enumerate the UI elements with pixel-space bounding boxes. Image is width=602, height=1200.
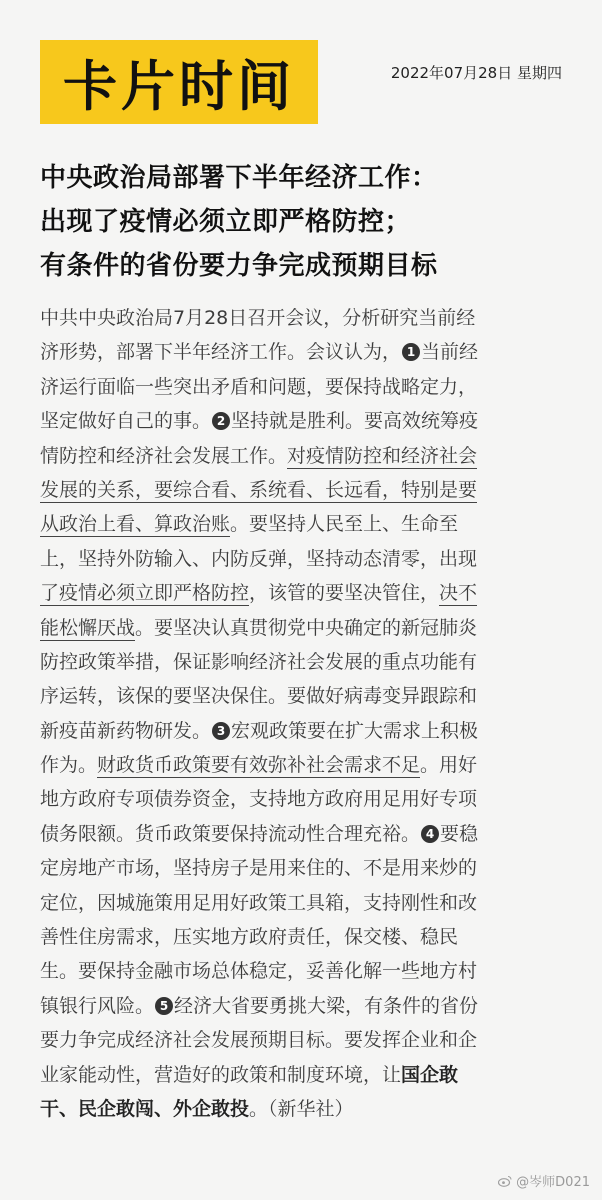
body-line: [40, 851, 566, 885]
number-5-icon: 5: [155, 997, 173, 1015]
underlined-text: 能松懈厌战: [40, 616, 136, 639]
watermark: [498, 1171, 590, 1190]
body-line: [40, 1023, 566, 1057]
text: 业家能动性，营造好的政策和制度环境，让: [40, 1063, 402, 1086]
underlined-text: 发展的关系，要综合看、系统看、长远看，特别是要: [40, 478, 478, 501]
body-line: [40, 714, 566, 748]
text: 生。要保持金融市场总体稳定，妥善化解一些地方村: [40, 960, 478, 983]
body-line: [40, 473, 566, 507]
body-line: [40, 301, 566, 335]
body-line: [40, 954, 566, 988]
number-4-icon: 4: [421, 825, 439, 843]
body-line: [40, 576, 566, 610]
text: 防控政策举措，保证影响经济社会发展的重点功能有: [40, 650, 478, 673]
text: 情防控和经济社会发展工作。: [40, 444, 288, 467]
bold-text: 国企敢: [401, 1063, 459, 1086]
badge-text: 卡片时间: [63, 54, 295, 118]
text: ，该管的要坚决管住，: [249, 582, 440, 605]
text: 坚持就是胜利。要高效统筹疫: [231, 410, 479, 433]
text: 中共中央政治局7月28日召开会议，分析研究当前经: [40, 307, 476, 329]
headline-line-1: 中央政治局部署下半年经济工作：: [40, 163, 438, 193]
body-line: [40, 335, 566, 369]
text: 。用好: [420, 754, 478, 777]
text: 当前经: [421, 341, 479, 364]
text: 。（新华社）: [249, 1097, 354, 1120]
text: 上，坚持外防输入、内防反弹，坚持动态清零，出现: [40, 547, 478, 570]
text: 作为。: [40, 754, 98, 777]
body-line: [40, 748, 566, 782]
number-3-icon: 3: [212, 722, 230, 740]
text: 。要坚决认真贯彻党中央确定的新冠肺炎: [135, 616, 478, 639]
bold-text: 干、民企敢闯、外企敢投: [40, 1097, 250, 1120]
underlined-text: 财政货币政策要有效弥补社会需求不足: [97, 754, 421, 777]
text: 新疫苗新药物研发。: [40, 719, 212, 742]
body-line: [40, 782, 566, 816]
body-line: [40, 886, 566, 920]
number-1-icon: 1: [402, 343, 420, 361]
underlined-text: 从政治上看、算政治账: [40, 513, 231, 536]
body-line: [40, 817, 566, 851]
text: 。要坚持人民至上、生命至: [230, 513, 459, 536]
text: 序运转，该保的要坚决保住。要做好病毒变异跟踪和: [40, 685, 478, 708]
body-line: [40, 507, 566, 541]
article-body: [40, 301, 566, 1126]
text: 债务限额。货币政策要保持流动性合理充裕。: [40, 822, 421, 845]
body-line: [40, 920, 566, 954]
weibo-icon: [498, 1175, 512, 1187]
headline: [40, 156, 570, 288]
headline-line-3: 有条件的省份要力争完成预期目标: [40, 251, 438, 281]
card-time-badge: [40, 40, 318, 124]
headline-line-2: 出现了疫情必须立即严格防控；: [40, 207, 412, 237]
text: 定房地产市场，坚持房子是用来住的、不是用来炒的: [40, 857, 478, 880]
text: 定位，因城施策用足用好政策工具箱，支持刚性和改: [40, 891, 478, 914]
body-line: [40, 989, 566, 1023]
number-2-icon: 2: [212, 412, 230, 430]
header: [0, 0, 602, 140]
body-line: [40, 404, 566, 438]
publish-date: 2022年07月28日 星期四: [390, 64, 562, 82]
text: 要稳: [440, 822, 479, 845]
body-line: [40, 1092, 566, 1126]
body-line: [40, 645, 566, 679]
text: 镇银行风险。: [40, 994, 155, 1017]
text: 善性住房需求，压实地方政府责任，保交楼、稳民: [40, 926, 459, 949]
body-line: [40, 679, 566, 713]
text: 济运行面临一些突出矛盾和问题，要保持战略定力，: [40, 375, 478, 398]
body-line: [40, 1058, 566, 1092]
watermark-text: @岑师D021: [516, 1175, 590, 1190]
underlined-text: 了疫情必须立即严格防控: [40, 582, 250, 605]
body-line: [40, 439, 566, 473]
text: 坚定做好自己的事。: [40, 410, 212, 433]
text: 要力争完成经济社会发展预期目标。要发挥企业和企: [40, 1029, 478, 1052]
underlined-text: 对疫情防控和经济社会: [287, 444, 478, 467]
body-line: [40, 542, 566, 576]
body-line: [40, 611, 566, 645]
text: 经济大省要勇挑大梁，有条件的省份: [174, 994, 479, 1017]
text: 地方政府专项债券资金，支持地方政府用足用好专项: [40, 788, 478, 811]
text: 济形势，部署下半年经济工作。会议认为，: [40, 341, 402, 364]
text: 宏观政策要在扩大需求上积极: [231, 719, 479, 742]
underlined-text: 决不: [439, 582, 478, 605]
body-line: [40, 370, 566, 404]
